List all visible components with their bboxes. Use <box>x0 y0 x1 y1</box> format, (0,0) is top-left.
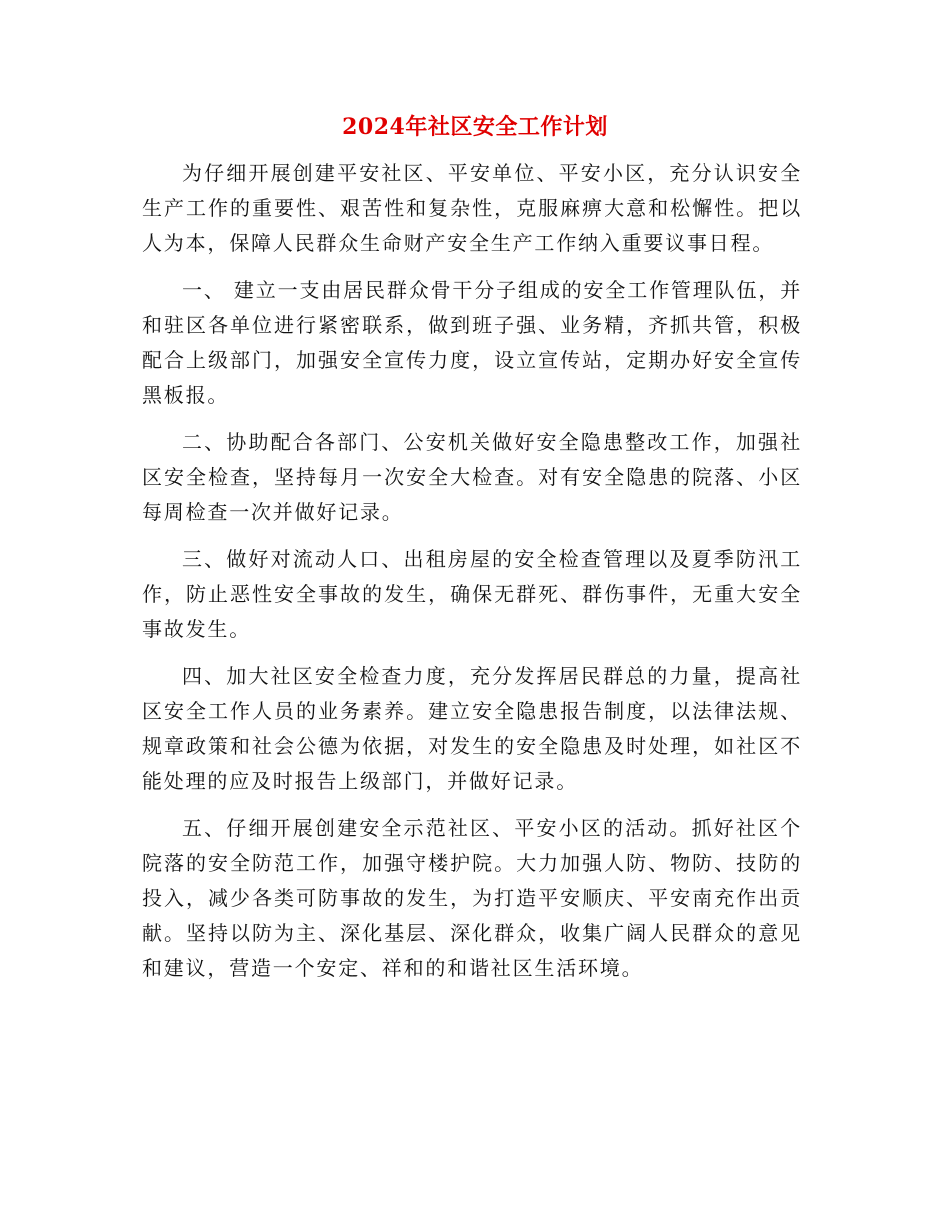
paragraph-item-1: 一、 建立一支由居民群众骨干分子组成的安全工作管理队伍，并和驻区各单位进行紧密联系，做到班子强、业务精，齐抓共管，积极配合上级部门，加强安全宣传力度，设立宣传站，定期办好安全宣传黑板报。 <box>142 278 802 407</box>
document-body <box>142 156 802 998</box>
document-title: 2024年社区安全工作计划 <box>342 114 608 140</box>
paragraph-item-3: 三、做好对流动人口、出租房屋的安全检查管理以及夏季防汛工作，防止恶性安全事故的发生，确保无群死、群伤事件，无重大安全事故发生。 <box>142 547 802 641</box>
paragraph-intro: 为仔细开展创建平安社区、平安单位、平安小区，充分认识安全生产工作的重要性、艰苦性和复杂性，克服麻痹大意和松懈性。把以人为本，保障人民群众生命财产安全生产工作纳入重要议事日程。 <box>142 161 802 255</box>
paragraph-item-2: 二、协助配合各部门、公安机关做好安全隐患整改工作，加强社区安全检查，坚持每月一次安全大检查。对有安全隐患的院落、小区每周检查一次并做好记录。 <box>142 430 802 524</box>
paragraph-item-5: 五、仔细开展创建安全示范社区、平安小区的活动。抓好社区个院落的安全防范工作，加强守楼护院。大力加强人防、物防、技防的投入，减少各类可防事故的发生，为打造平安顺庆、平安南充作出贡献。坚持以防为主、深化基层、深化群众，收集广阔人民群众的意见和建议，营造一个安定、祥和的和谐社区生活环境。 <box>142 816 802 980</box>
paragraph-item-4: 四、加大社区安全检查力度，充分发挥居民群总的力量，提高社区安全工作人员的业务素养。建立安全隐患报告制度，以法律法规、规章政策和社会公德为依据，对发生的安全隐患及时处理，如社区不能处理的应及时报告上级部门，并做好记录。 <box>142 664 802 793</box>
